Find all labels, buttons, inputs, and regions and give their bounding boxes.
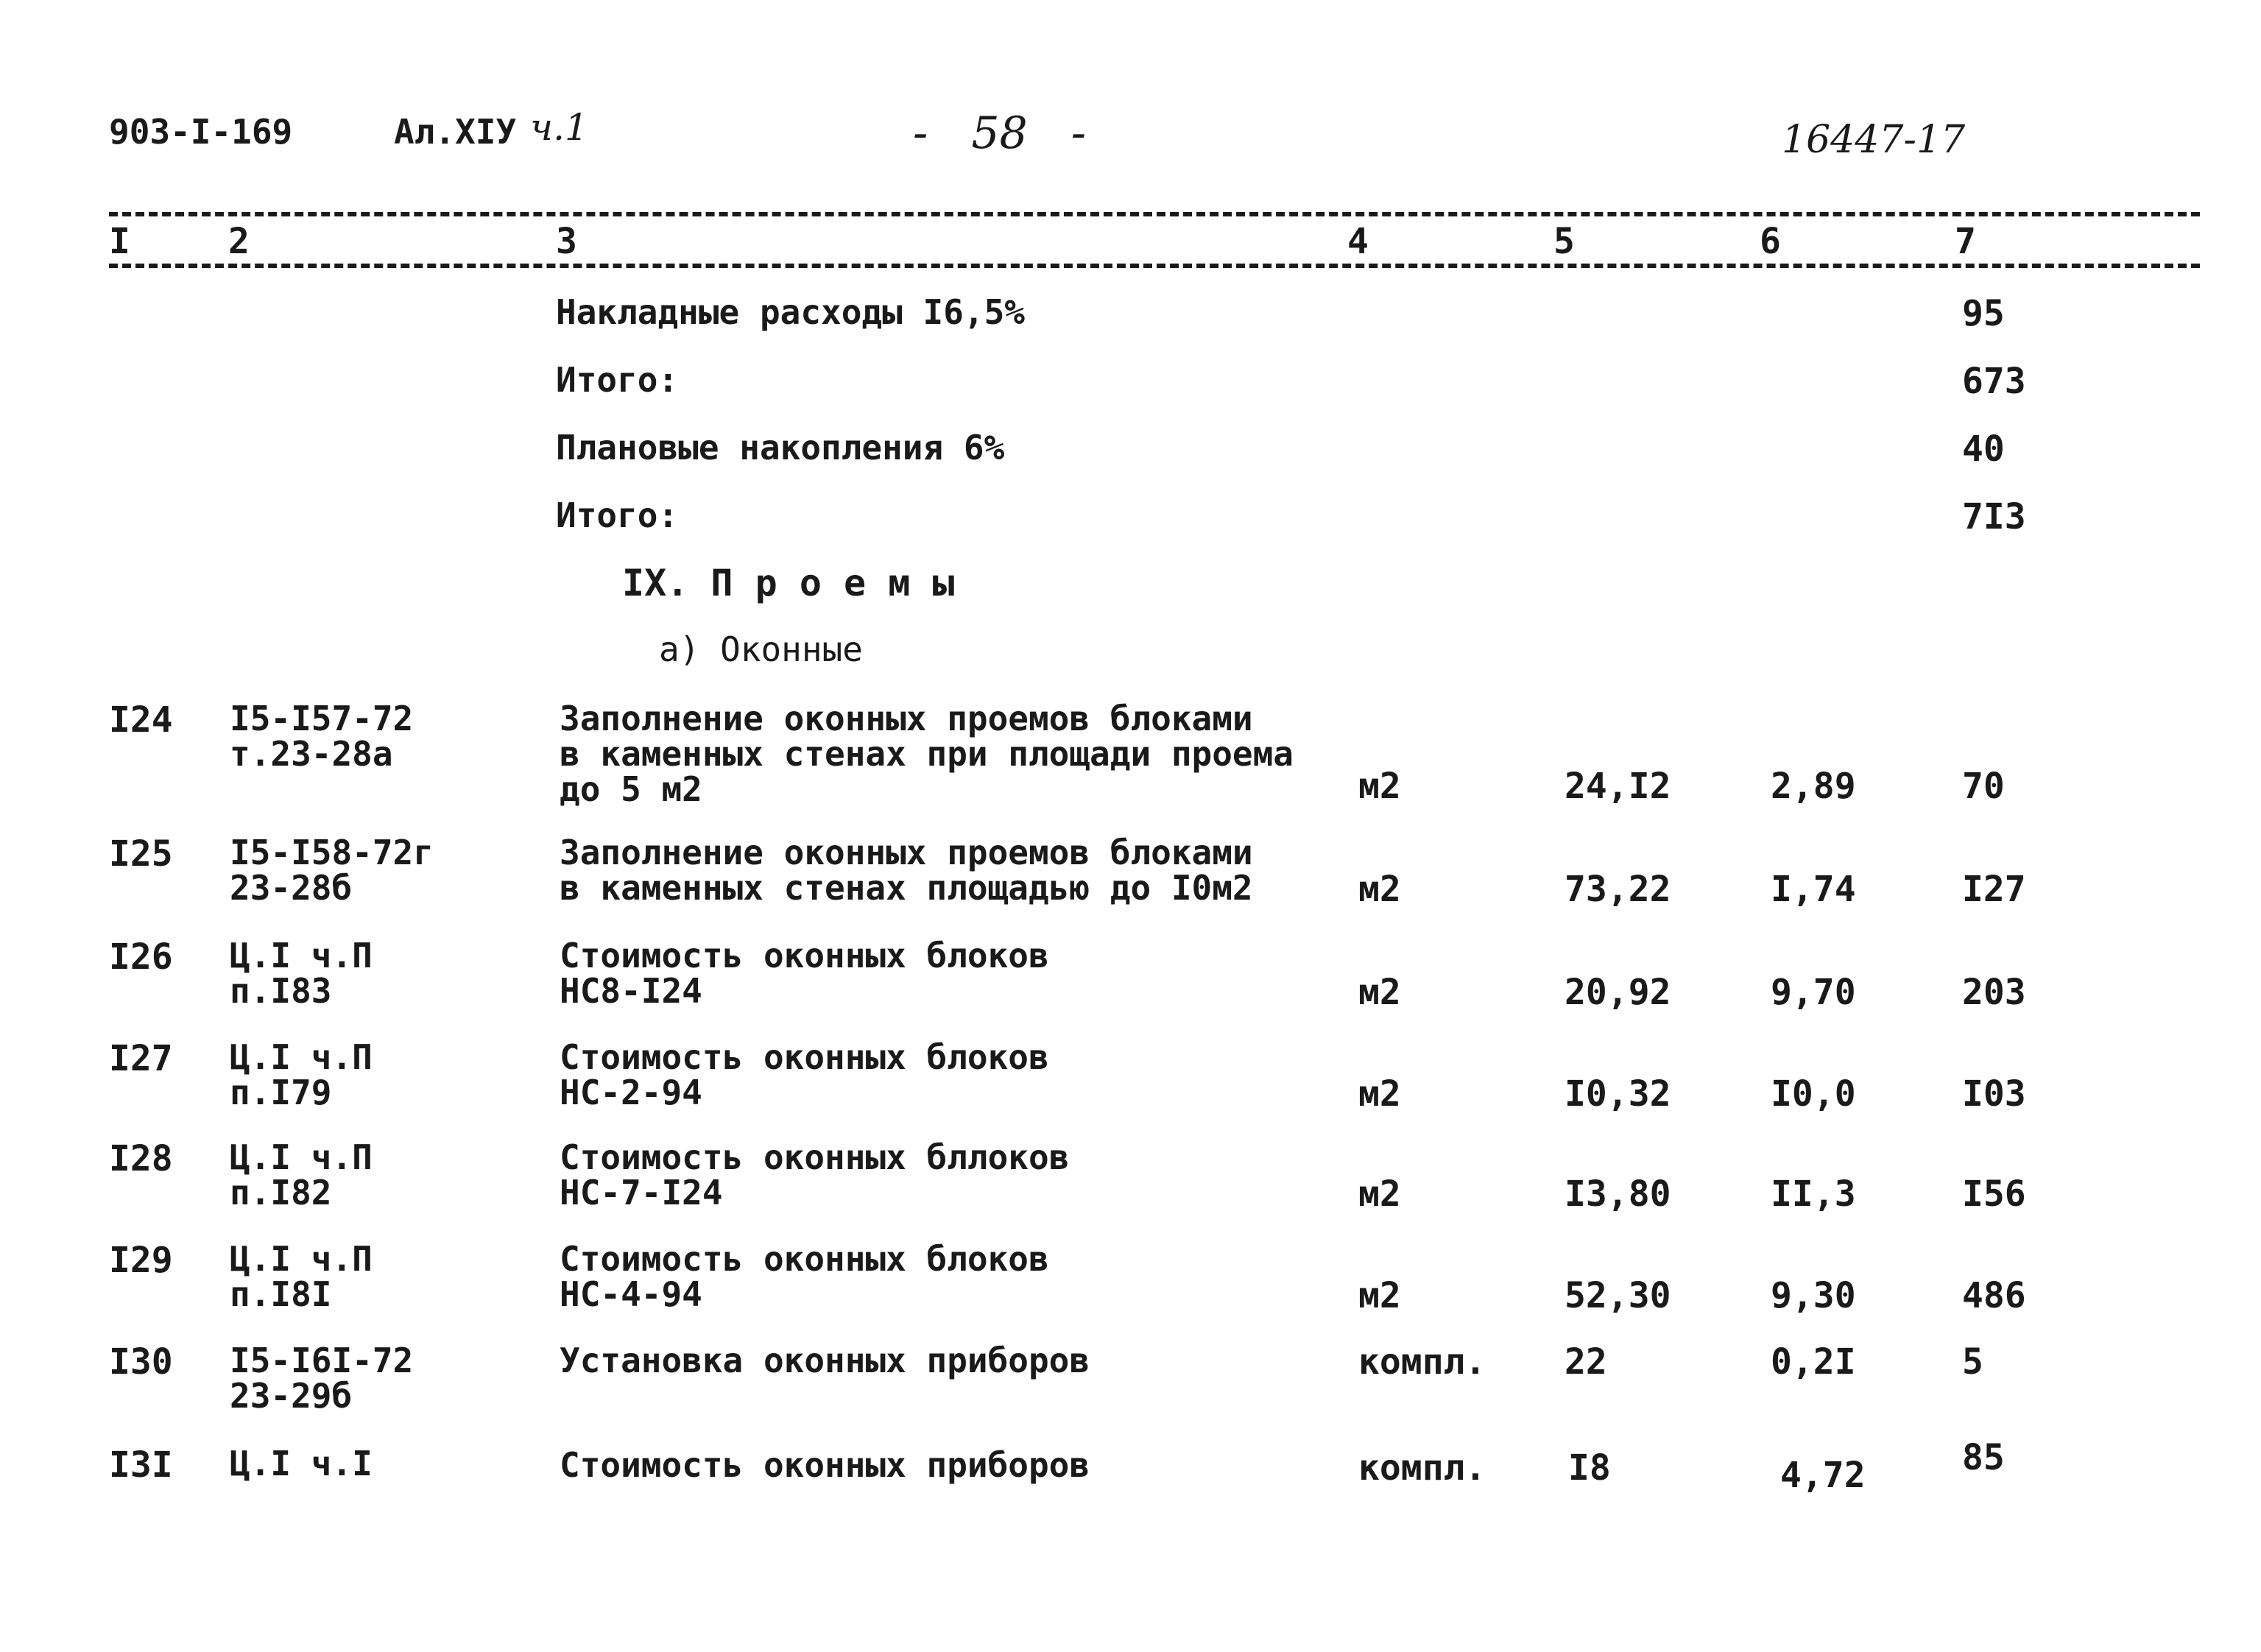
row-code-line: т.23-28а: [230, 734, 393, 774]
row-description-line: Стоимость оконных бллоков: [560, 1137, 1070, 1177]
row-number: I3I: [109, 1444, 173, 1486]
row-unit-price: 4,72: [1780, 1455, 1866, 1496]
row-code-line: п.I82: [230, 1173, 332, 1212]
row-code-line: Ц.I ч.П: [230, 1037, 373, 1077]
row-code-line: I5-I58-72г: [230, 833, 434, 872]
row-total: I27: [1962, 869, 2026, 910]
row-description-line: Установка оконных приборов: [560, 1341, 1090, 1380]
summary-total: 95: [1962, 293, 2005, 334]
row-code-line: I5-I6I-72: [230, 1341, 414, 1380]
row-code-line: Ц.I ч.I: [230, 1444, 373, 1483]
row-unit-price: I0,0: [1771, 1073, 1856, 1115]
row-total: 70: [1962, 766, 2005, 807]
row-number: I26: [109, 936, 173, 978]
row-description-line: до 5 м2: [560, 769, 702, 809]
row-description-line: Стоимость оконных блоков: [560, 936, 1049, 975]
column-header-rule: [109, 264, 2200, 268]
row-unit-price: 9,70: [1771, 972, 1856, 1013]
row-description-line: НС8-I24: [560, 971, 702, 1011]
row-number: I30: [109, 1341, 173, 1383]
row-unit: м2: [1358, 766, 1401, 807]
row-description-line: Заполнение оконных проемов блоками: [560, 833, 1253, 872]
row-quantity: I0,32: [1565, 1073, 1671, 1115]
summary-label: Итого:: [556, 360, 679, 400]
row-unit-price: II,3: [1771, 1173, 1856, 1215]
row-unit-price: I,74: [1771, 869, 1856, 910]
row-description-line: в каменных стенах площадью до I0м2: [560, 868, 1253, 908]
row-code-line: 23-29б: [230, 1376, 353, 1416]
row-code-line: Ц.I ч.П: [230, 1239, 373, 1279]
column-number-5: 5: [1553, 221, 1575, 262]
column-number-3: 3: [556, 221, 577, 262]
row-description-line: НС-7-I24: [560, 1173, 723, 1212]
column-number-2: 2: [228, 221, 250, 262]
album-label: Ал.XIУ: [394, 112, 517, 152]
row-code-line: I5-I57-72: [230, 699, 414, 738]
row-unit-price: 2,89: [1771, 766, 1856, 807]
document-code: 903-I-169: [109, 112, 293, 152]
row-unit: м2: [1358, 1173, 1401, 1215]
summary-label: Итого:: [556, 495, 679, 535]
row-total: I03: [1962, 1073, 2026, 1115]
column-number-7: 7: [1955, 221, 1976, 262]
row-total: I56: [1962, 1173, 2026, 1215]
row-description-line: в каменных стенах при площади проема: [560, 734, 1294, 774]
row-unit: м2: [1358, 869, 1401, 910]
row-unit-price: 0,2I: [1771, 1341, 1856, 1383]
row-code-line: 23-28б: [230, 868, 353, 908]
summary-total: 673: [1962, 361, 2026, 402]
row-number: I27: [109, 1038, 173, 1079]
row-description-line: Стоимость оконных приборов: [560, 1445, 1090, 1485]
summary-label: Накладные расходы I6,5%: [556, 292, 1025, 332]
row-quantity: 20,92: [1565, 972, 1671, 1013]
row-number: I24: [109, 699, 173, 741]
row-total: 85: [1962, 1437, 2005, 1478]
row-unit: м2: [1358, 1073, 1401, 1115]
summary-label: Плановые накопления 6%: [556, 428, 1005, 467]
section-title: IX. П р о е м ы: [622, 562, 955, 604]
row-description-line: Стоимость оконных блоков: [560, 1239, 1049, 1279]
row-number: I25: [109, 833, 173, 875]
row-number: I29: [109, 1240, 173, 1281]
row-quantity: I8: [1568, 1447, 1611, 1489]
row-quantity: 24,I2: [1565, 766, 1671, 807]
row-unit: компл.: [1358, 1447, 1486, 1489]
row-quantity: 22: [1565, 1341, 1607, 1383]
summary-total: 7I3: [1962, 496, 2026, 537]
row-code-line: п.I83: [230, 971, 332, 1011]
row-total: 486: [1962, 1275, 2026, 1316]
row-total: 203: [1962, 972, 2026, 1013]
row-code-line: Ц.I ч.П: [230, 1137, 373, 1177]
row-unit: компл.: [1358, 1341, 1486, 1383]
row-unit: м2: [1358, 972, 1401, 1013]
row-quantity: I3,80: [1565, 1173, 1671, 1215]
row-description-line: НС-2-94: [560, 1073, 702, 1112]
row-unit-price: 9,30: [1771, 1275, 1856, 1316]
reference-number-handwritten: 16447-17: [1782, 118, 1966, 162]
table-top-rule: [109, 212, 2200, 216]
row-code-line: п.I79: [230, 1073, 332, 1112]
summary-total: 40: [1962, 428, 2005, 470]
page-number: - 58 -: [913, 107, 1087, 159]
column-number-1: I: [109, 221, 130, 262]
row-description-line: Заполнение оконных проемов блоками: [560, 699, 1253, 738]
row-quantity: 73,22: [1565, 869, 1671, 910]
column-number-6: 6: [1760, 221, 1781, 262]
row-description-line: Стоимость оконных блоков: [560, 1037, 1049, 1077]
row-unit: м2: [1358, 1275, 1401, 1316]
row-total: 5: [1962, 1341, 1983, 1383]
section-subtitle: а) Оконные: [659, 629, 863, 669]
row-code-line: п.I8I: [230, 1274, 332, 1314]
row-code-line: Ц.I ч.П: [230, 936, 373, 975]
album-part-handwritten: ч.1: [530, 106, 588, 149]
row-number: I28: [109, 1138, 173, 1179]
column-number-4: 4: [1347, 221, 1369, 262]
row-quantity: 52,30: [1565, 1275, 1671, 1316]
row-description-line: НС-4-94: [560, 1274, 702, 1314]
